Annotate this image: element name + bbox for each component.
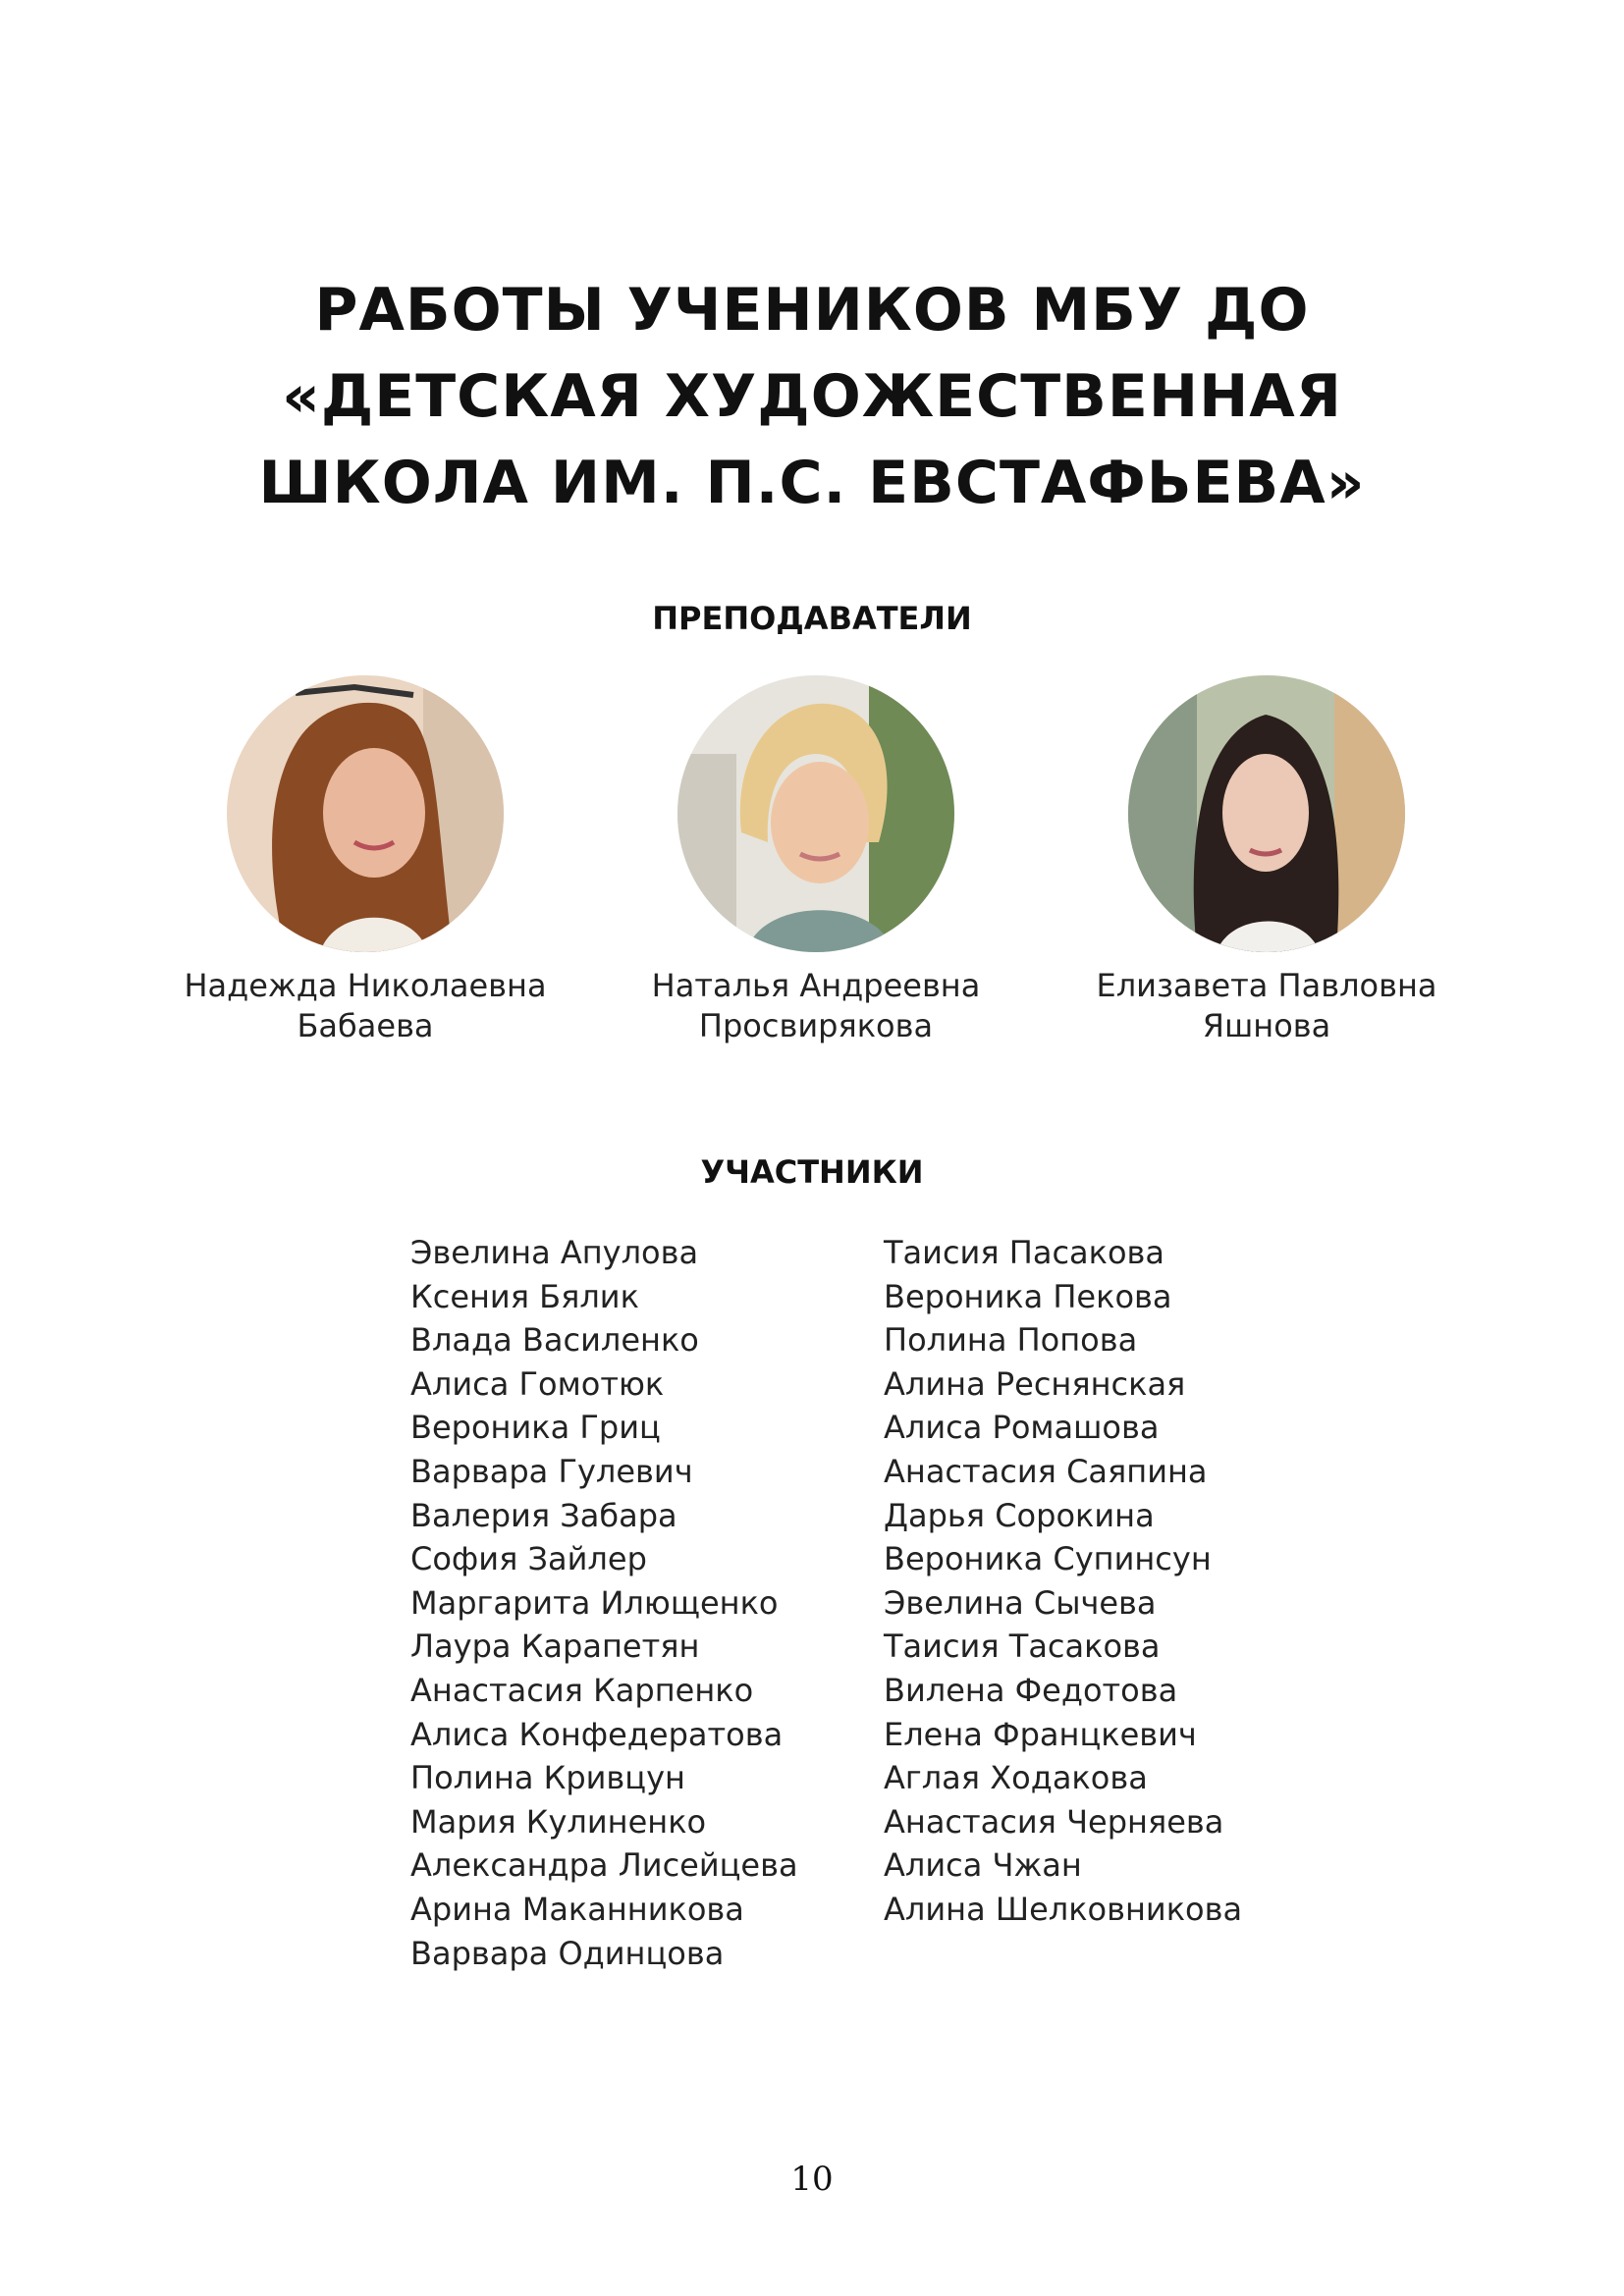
participant-name: Александра Лисейцева bbox=[410, 1846, 798, 1885]
participant-name: Валерия Забара bbox=[410, 1496, 677, 1534]
participant-name: Алиса Конфедератова bbox=[410, 1715, 784, 1753]
participant-name: Аглая Ходакова bbox=[884, 1759, 1148, 1797]
title-line-1: РАБОТЫ УЧЕНИКОВ МБУ ДО bbox=[314, 276, 1310, 345]
participant-name: Варвара Гулевич bbox=[410, 1452, 693, 1490]
participant-name: Влада Василенко bbox=[410, 1321, 699, 1360]
participant-name: Алина Шелковникова bbox=[884, 1890, 1243, 1928]
teacher-name: Надежда Николаевна Бабаева bbox=[184, 967, 547, 1044]
title-line-3: ШКОЛА ИМ. П.С. ЕВСТАФЬЕВА» bbox=[258, 449, 1366, 517]
participant-name: Алина Реснянская bbox=[884, 1364, 1186, 1403]
participant-name: Полина Кривцун bbox=[410, 1759, 685, 1797]
participant-name: Анастасия Саяпина bbox=[884, 1452, 1208, 1490]
participant-name: Вероника Супинсун bbox=[884, 1540, 1212, 1578]
page-number: 10 bbox=[790, 2160, 834, 2199]
participant-name: Дарья Сорокина bbox=[884, 1496, 1155, 1534]
teacher-photo bbox=[1128, 675, 1405, 952]
participant-name: Елена Францкевич bbox=[884, 1715, 1197, 1753]
teachers-heading: ПРЕПОДАВАТЕЛИ bbox=[652, 600, 972, 637]
teacher-name: Наталья Андреевна Просвирякова bbox=[651, 967, 981, 1044]
participant-name: Вероника Гриц bbox=[410, 1409, 661, 1447]
title-line-2: «ДЕТСКАЯ ХУДОЖЕСТВЕННАЯ bbox=[282, 362, 1342, 431]
teacher-photo bbox=[227, 675, 504, 952]
participants-heading: УЧАСТНИКИ bbox=[700, 1153, 924, 1191]
participant-name: Анастасия Карпенко bbox=[410, 1671, 754, 1709]
participant-name: Арина Маканникова bbox=[410, 1890, 744, 1928]
participant-name: Таисия Пасакова bbox=[884, 1234, 1165, 1271]
teacher-card bbox=[610, 675, 1022, 1046]
participants-list-right bbox=[884, 1231, 1242, 1932]
participant-name: Маргарита Илющенко bbox=[410, 1583, 779, 1622]
participant-name: Алиса Чжан bbox=[884, 1846, 1082, 1885]
participant-name: Мария Кулиненко bbox=[410, 1802, 707, 1841]
participant-name: София Зайлер bbox=[410, 1540, 647, 1578]
participant-name: Анастасия Черняева bbox=[884, 1802, 1224, 1841]
teacher-card bbox=[1060, 675, 1473, 1046]
participant-name: Алиса Гомотюк bbox=[410, 1364, 665, 1403]
participant-name: Полина Попова bbox=[884, 1321, 1138, 1360]
teacher-card bbox=[159, 675, 571, 1046]
participant-name: Ксения Бялик bbox=[410, 1277, 639, 1315]
page-title bbox=[0, 267, 1624, 526]
participant-name: Алиса Ромашова bbox=[884, 1409, 1160, 1447]
participant-name: Вилена Федотова bbox=[884, 1671, 1178, 1709]
participant-name: Варвара Одинцова bbox=[410, 1934, 725, 1972]
participant-name: Таисия Тасакова bbox=[884, 1628, 1161, 1666]
participant-name: Лаура Карапетян bbox=[410, 1628, 700, 1666]
teacher-photo bbox=[677, 675, 954, 952]
participant-name: Эвелина Апулова bbox=[410, 1234, 699, 1271]
participants-list-left bbox=[410, 1231, 798, 1975]
participant-name: Вероника Пекова bbox=[884, 1277, 1172, 1315]
participant-name: Эвелина Сычева bbox=[884, 1583, 1157, 1622]
teacher-name: Елизавета Павловна Яшнова bbox=[1096, 967, 1437, 1044]
